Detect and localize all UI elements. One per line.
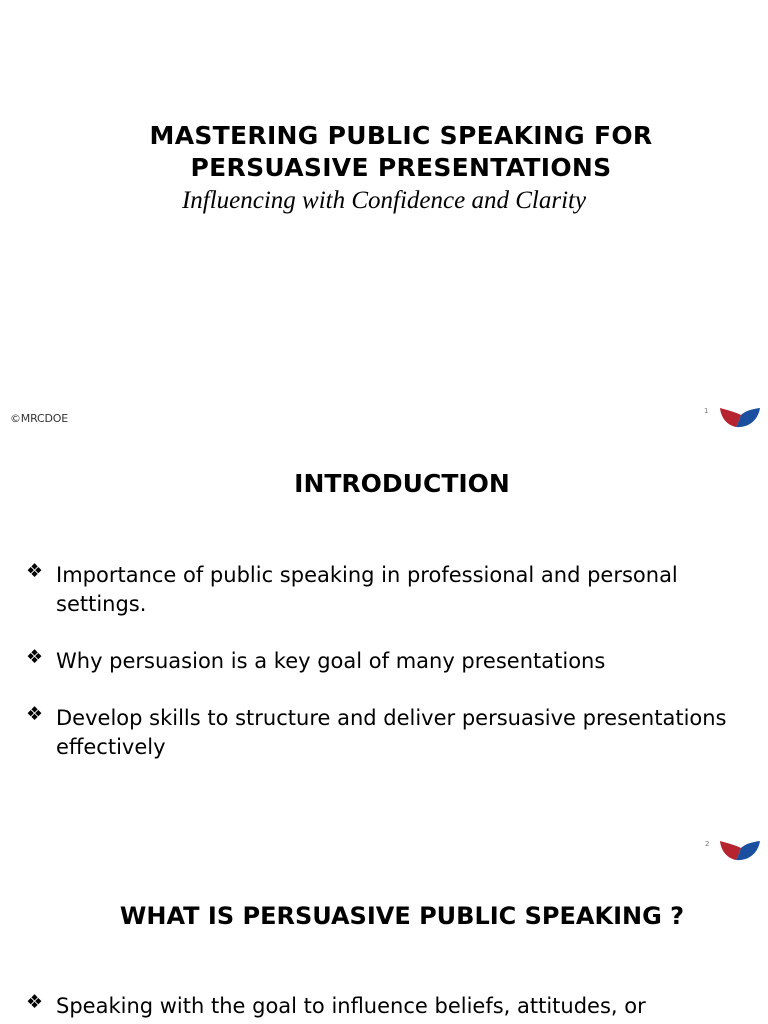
slide-3 [0,866,768,1024]
bullet-text: Speaking with the goal to influence beliefs, attitudes, or [56,994,646,1018]
list-item [26,704,746,762]
bullet-list [26,992,746,1024]
page-number: 1 [704,407,709,415]
slide-title: WHAT IS PERSUASIVE PUBLIC SPEAKING ? [119,902,685,930]
slide-subtitle: Influencing with Confidence and Clarity [181,187,587,214]
red-blue-logo-icon [719,839,761,861]
list-item [26,561,746,619]
bullet-text: Develop skills to structure and deliver persuasive presentations effectively [56,706,727,759]
page-number: 2 [705,840,710,848]
list-item [26,647,746,676]
diamond-bullet-icon: ❖ [26,560,44,582]
slide-title: MASTERING PUBLIC SPEAKING FOR PERSUASIVE PRESENTATIONS [149,121,653,182]
bullet-text: Why persuasion is a key goal of many presentations [56,649,606,673]
slide-2 [0,433,768,866]
slide-title: INTRODUCTION [294,469,510,498]
bullet-list [26,561,746,790]
diamond-bullet-icon: ❖ [26,991,44,1013]
copyright-text: ©MRCDOE [10,412,68,425]
diamond-bullet-icon: ❖ [26,646,44,668]
bullet-text: Importance of public speaking in professional and personal settings. [56,563,678,616]
list-item [26,992,746,1021]
diamond-bullet-icon: ❖ [26,703,44,725]
slide-1 [0,0,768,433]
red-blue-logo-icon [719,406,761,428]
